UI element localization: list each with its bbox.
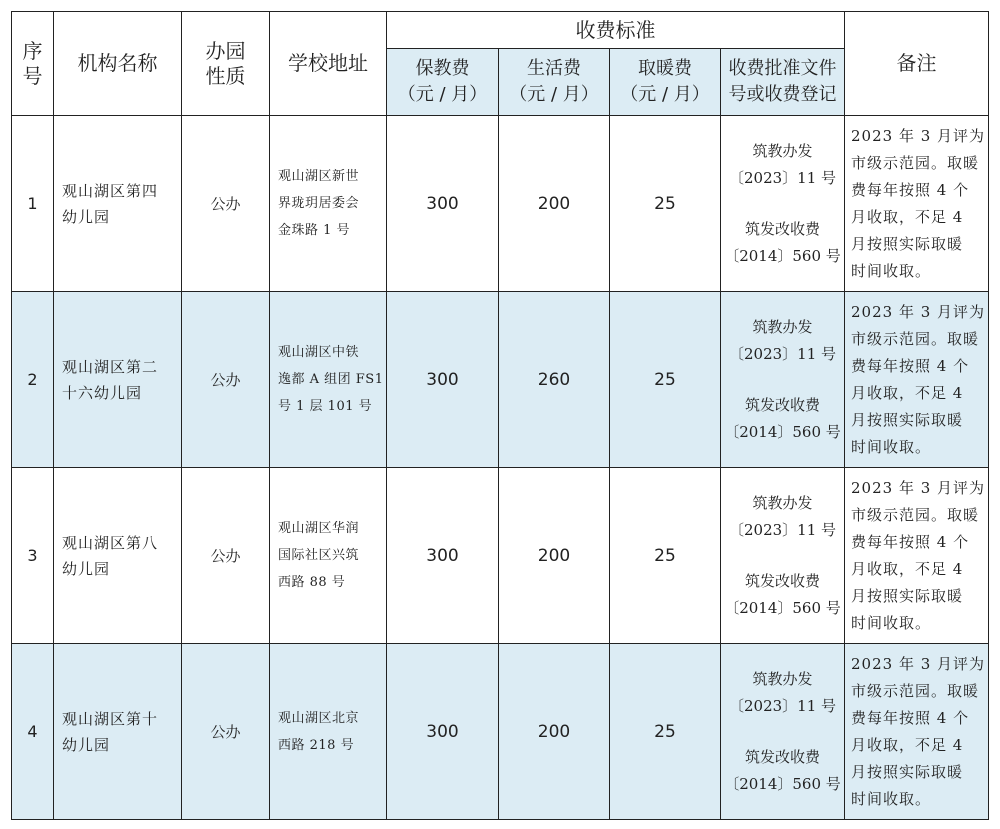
document-cell: 筑教办发 〔2023〕11 号 筑发改收费 〔2014〕560 号: [721, 468, 845, 644]
seq-cell: 4: [12, 644, 54, 820]
header-name: 机构名称: [54, 12, 182, 116]
document-cell: 筑教办发 〔2023〕11 号 筑发改收费 〔2014〕560 号: [721, 292, 845, 468]
document-cell: 筑教办发 〔2023〕11 号 筑发改收费 〔2014〕560 号: [721, 116, 845, 292]
living-fee-cell: 260: [499, 292, 610, 468]
header-care-fee: 保教费 （元 / 月）: [387, 49, 499, 116]
header-heating-fee: 取暖费 （元 / 月）: [610, 49, 721, 116]
table-row: [12, 468, 989, 644]
heating-fee-cell: 25: [610, 116, 721, 292]
header-document: 收费批准文件 号或收费登记: [721, 49, 845, 116]
fee-table: [11, 11, 989, 820]
nature-cell: 公办: [182, 116, 270, 292]
remark-cell: 2023 年 3 月评为 市级示范园。取暖 费每年按照 4 个 月收取，不足 4 月按照实际取暖 时间收取。: [845, 116, 989, 292]
kindergarten-name: 观山湖区第八 幼儿园: [54, 468, 182, 644]
header-seq: 序 号: [12, 12, 54, 116]
nature-cell: 公办: [182, 468, 270, 644]
nature-cell: 公办: [182, 292, 270, 468]
table-row: [12, 292, 989, 468]
heating-fee-cell: 25: [610, 292, 721, 468]
remark-cell: 2023 年 3 月评为 市级示范园。取暖 费每年按照 4 个 月收取，不足 4 月按照实际取暖 时间收取。: [845, 468, 989, 644]
kindergarten-name: 观山湖区第二 十六幼儿园: [54, 292, 182, 468]
address-cell: 观山湖区北京 西路 218 号: [270, 644, 387, 820]
address-cell: 观山湖区新世 界珑玥居委会 金珠路 1 号: [270, 116, 387, 292]
header-fee-group: 收费标准: [387, 12, 845, 49]
seq-cell: 3: [12, 468, 54, 644]
header-living-fee: 生活费 （元 / 月）: [499, 49, 610, 116]
document-cell: 筑教办发 〔2023〕11 号 筑发改收费 〔2014〕560 号: [721, 644, 845, 820]
heating-fee-cell: 25: [610, 468, 721, 644]
remark-cell: 2023 年 3 月评为 市级示范园。取暖 费每年按照 4 个 月收取，不足 4 月按照实际取暖 时间收取。: [845, 644, 989, 820]
living-fee-cell: 200: [499, 644, 610, 820]
kindergarten-name: 观山湖区第四 幼儿园: [54, 116, 182, 292]
living-fee-cell: 200: [499, 468, 610, 644]
header-address: 学校地址: [270, 12, 387, 116]
care-fee-cell: 300: [387, 116, 499, 292]
living-fee-cell: 200: [499, 116, 610, 292]
care-fee-cell: 300: [387, 468, 499, 644]
header-remark: 备注: [845, 12, 989, 116]
heating-fee-cell: 25: [610, 644, 721, 820]
table-row: [12, 644, 989, 820]
address-cell: 观山湖区中铁 逸都 A 组团 FS1 号 1 层 101 号: [270, 292, 387, 468]
address-cell: 观山湖区华润 国际社区兴筑 西路 88 号: [270, 468, 387, 644]
seq-cell: 1: [12, 116, 54, 292]
kindergarten-name: 观山湖区第十 幼儿园: [54, 644, 182, 820]
care-fee-cell: 300: [387, 644, 499, 820]
table-row: [12, 116, 989, 292]
nature-cell: 公办: [182, 644, 270, 820]
seq-cell: 2: [12, 292, 54, 468]
remark-cell: 2023 年 3 月评为 市级示范园。取暖 费每年按照 4 个 月收取，不足 4 月按照实际取暖 时间收取。: [845, 292, 989, 468]
care-fee-cell: 300: [387, 292, 499, 468]
header-nature: 办园 性质: [182, 12, 270, 116]
